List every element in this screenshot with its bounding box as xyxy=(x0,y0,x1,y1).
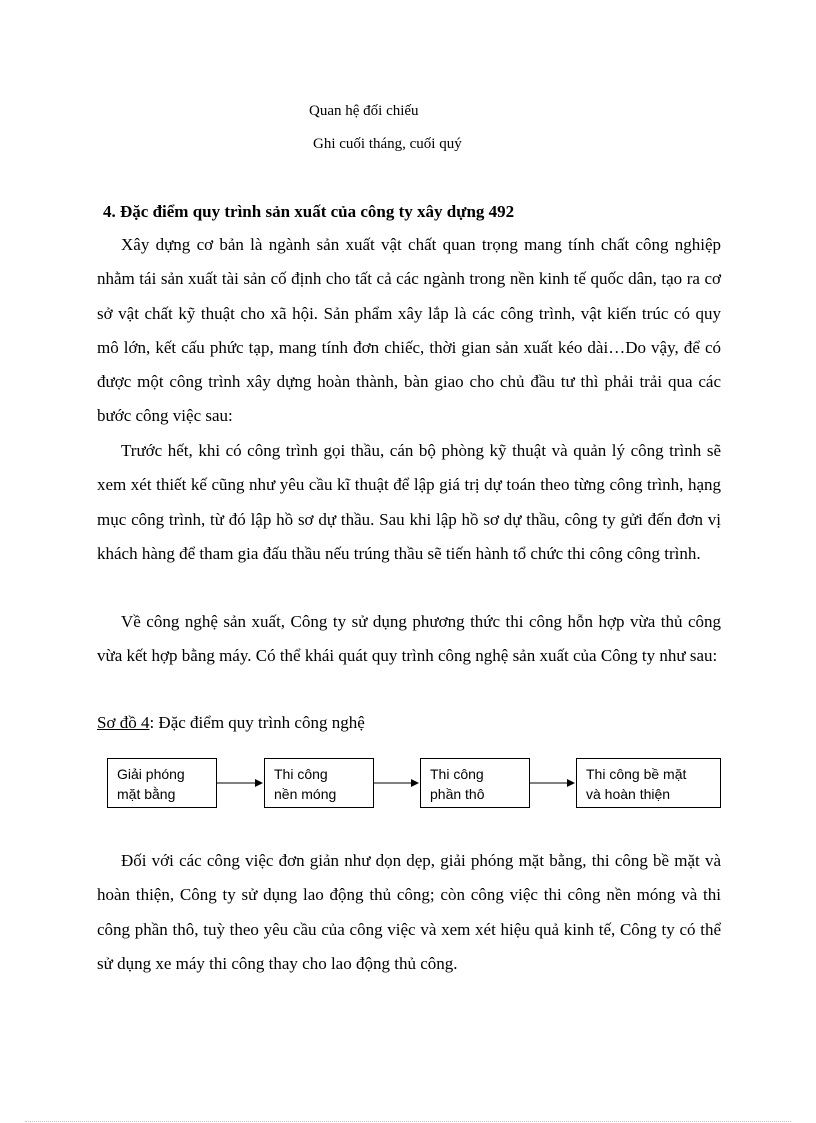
paragraph-production-technology: Về công nghệ sản xuất, Công ty sử dụng phương thức thi công hỗn hợp vừa thủ công vừa kết hợp bằng máy. Có thể khái quát quy trình công nghệ sản xuất của Công ty như sau: xyxy=(97,612,721,666)
flow-step-line: Thi công xyxy=(430,766,484,782)
paragraph-labor-usage: Đối với các công việc đơn giản như dọn dẹp, giải phóng mặt bằng, thi công bề mặt và hoàn thiện, Công ty sử dụng lao động thủ công; còn công việc thi công nền móng và thi công phần thô, tuỳ theo yêu cầu của công việc và xem xét hiệu quả kinh tế, Công ty có thể sử dụng xe máy thi công thay cho lao động thủ công. xyxy=(97,851,721,973)
flow-step-line: mặt bằng xyxy=(117,786,176,802)
flow-step-line: Thi công bề mặt xyxy=(586,766,687,782)
legend-line-reconciliation: Quan hệ đối chiếu xyxy=(309,103,419,119)
flow-step-foundation xyxy=(264,758,374,808)
flow-step-rough-structure xyxy=(420,758,530,808)
diagram-title xyxy=(97,713,365,733)
flow-step-line: Thi công xyxy=(274,766,328,782)
flow-step-line: Giải phóng xyxy=(117,766,185,782)
diagram-caption: : Đặc điểm quy trình công nghệ xyxy=(149,713,365,732)
legend-line-monthly-quarterly: Ghi cuối tháng, cuối quý xyxy=(313,136,462,152)
flow-step-site-clearance xyxy=(107,758,217,808)
flow-step-line: nền móng xyxy=(274,786,337,802)
flow-step-surface-finishing xyxy=(576,758,721,808)
paragraph-construction-overview: Xây dựng cơ bản là ngành sản xuất vật chất quan trọng mang tính chất công nghiệp nhằm tái sản xuất tài sản cố định cho tất cả các ngành trong nền kinh tế quốc dân, tạo ra cơ sở vật chất kỹ thuật cho xã hội. Sản phẩm xây lắp là các công trình, vật kiến trúc có quy mô lớn, kết cấu phức tạp, mang tính đơn chiếc, thời gian sản xuất kéo dài…Do vậy, để có được một công trình xây dựng hoàn thành, bàn giao cho chủ đầu tư thì phải trải qua các bước công việc sau: xyxy=(97,235,721,426)
diagram-label: Sơ đồ 4 xyxy=(97,713,150,732)
page-bottom-rule xyxy=(25,1121,791,1122)
flow-step-line: và hoàn thiện xyxy=(586,786,671,802)
flow-step-line: phần thô xyxy=(430,786,485,802)
paragraph-bidding-process: Trước hết, khi có công trình gọi thầu, cán bộ phòng kỹ thuật và quản lý công trình sẽ xem xét thiết kế cũng như yêu cầu kĩ thuật để lập giá trị dự toán theo từng công trình, hạng mục công trình, từ đó lập hồ sơ dự thầu. Sau khi lập hồ sơ dự thầu, công ty gửi đến đơn vị khách hàng để tham gia đấu thầu nếu trúng thầu sẽ tiến hành tổ chức thi công công trình. xyxy=(97,441,721,563)
section-heading: 4. Đặc điểm quy trình sản xuất của công ty xây dựng 492 xyxy=(103,202,515,221)
